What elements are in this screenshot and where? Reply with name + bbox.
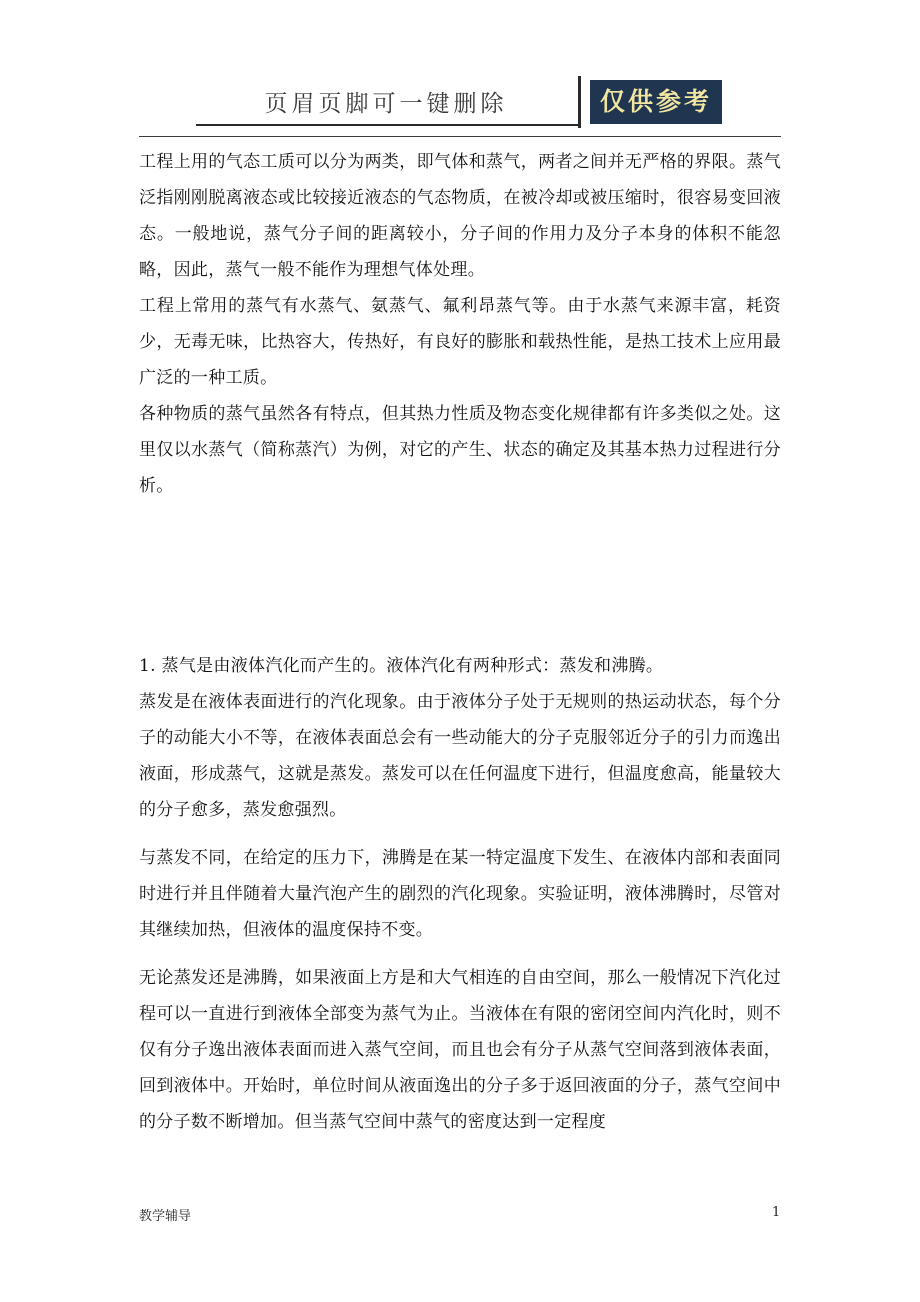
paragraph-vapor-analysis: 各种物质的蒸气虽然各有特点，但其热力性质及物态变化规律都有许多类似之处。这里仅以水蒸气（简称蒸汽）为例，对它的产生、状态的确定及其基本热力过程进行分析。 <box>139 404 781 496</box>
reference-only-badge: 仅供参考 <box>590 80 722 124</box>
document-body <box>139 144 781 1140</box>
paragraph-evaporation: 蒸发是在液体表面进行的汽化现象。由于液体分子处于无规则的热运动状态，每个分子的动能大小不等，在液体表面总会有一些动能大的分子克服邻近分子的引力而逸出液面，形成蒸气，这就是蒸发。蒸发可以在任何温度下进行，但温度愈高，能量较大的分子愈多，蒸发愈强烈。 <box>139 692 781 820</box>
section-1-heading: 1. 蒸气是由液体汽化而产生的。液体汽化有两种形式：蒸发和沸腾。 <box>139 656 664 676</box>
page-number: 1 <box>772 1205 781 1220</box>
paragraph-gas-types: 工程上用的气态工质可以分为两类，即气体和蒸气，两者之间并无严格的界限。蒸气泛指刚刚脱离液态或比较接近液态的气态物质，在被冷却或被压缩时，很容易变回液态。一般地说，蒸气分子间的距离较小，分子间的作用力及分子本身的体积不能忽略，因此，蒸气一般不能作为理想气体处理。 <box>139 152 781 280</box>
header-underline <box>196 124 578 126</box>
header-rule <box>139 136 781 137</box>
paragraph-closed-space: 无论蒸发还是沸腾，如果液面上方是和大气相连的自由空间，那么一般情况下汽化过程可以一直进行到液体全部变为蒸气为止。当液体在有限的密闭空间内汽化时，则不仅有分子逸出液体表面而进入蒸气空间，而且也会有分子从蒸气空间落到液体表面，回到液体中。开始时，单位时间从液面逸出的分子多于返回液面的分子，蒸气空间中的分子数不断增加。但当蒸气空间中蒸气的密度达到一定程度 <box>139 968 781 1132</box>
paragraph-common-vapors: 工程上常用的蒸气有水蒸气、氨蒸气、氟利昂蒸气等。由于水蒸气来源丰富，耗资少，无毒无味，比热容大，传热好，有良好的膨胀和载热性能，是热工技术上应用最广泛的一种工质。 <box>139 296 781 388</box>
header-divider <box>578 76 581 128</box>
paragraph-boiling: 与蒸发不同，在给定的压力下，沸腾是在某一特定温度下发生、在液体内部和表面同时进行并且伴随着大量汽泡产生的剧烈的汽化现象。实验证明，液体沸腾时，尽管对其继续加热，但液体的温度保持不变。 <box>139 848 781 940</box>
footer-label: 教学辅导 <box>139 1209 192 1224</box>
header-title: 页眉页脚可一键删除 <box>264 91 508 117</box>
